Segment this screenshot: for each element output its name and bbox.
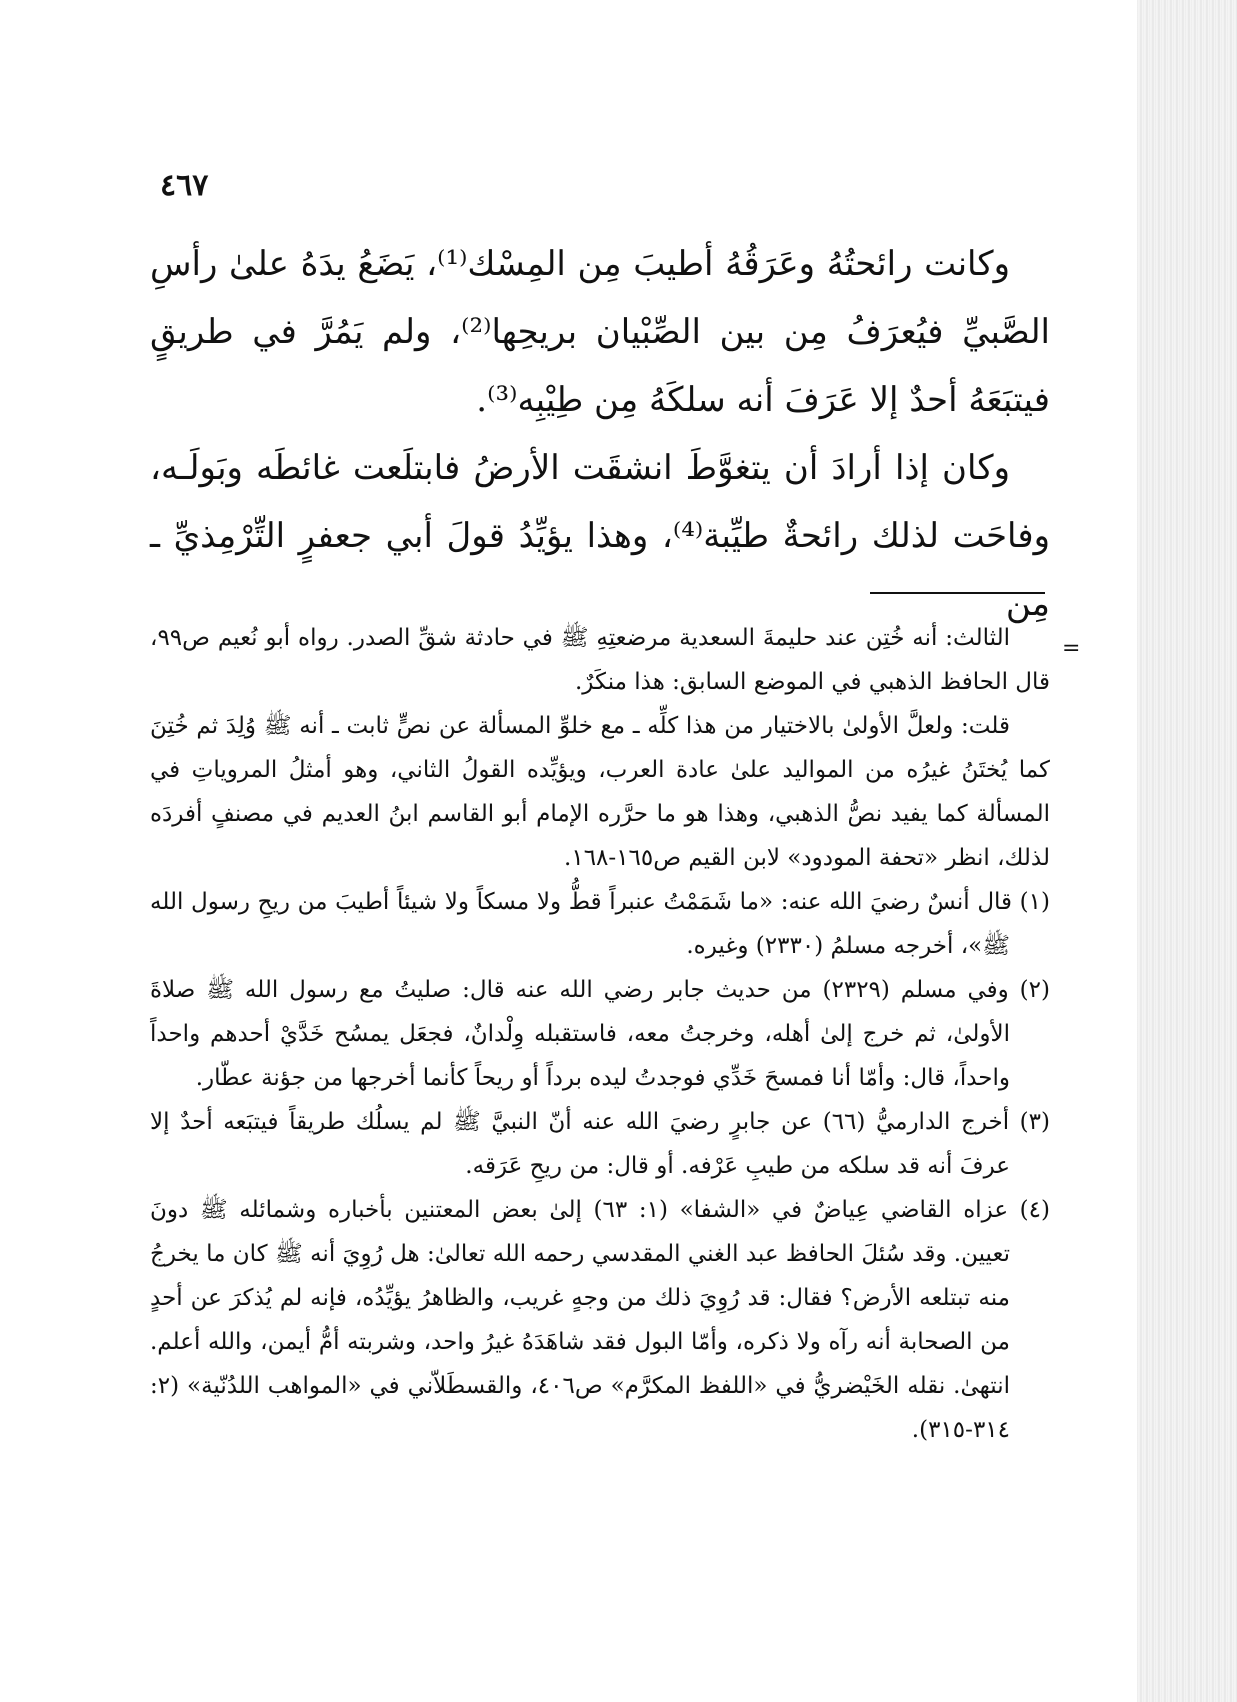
main-text	[150, 230, 1050, 638]
footnote-continued-mark: =	[1062, 636, 1081, 661]
footnote-separator	[870, 592, 1045, 594]
footnote-2: (٢) وفي مسلم (٢٣٢٩) من حديث جابر رضي الله عنه قال: صليتُ مع رسول الله ﷺ صلاةَ الأولىٰ، ثم خرج إلىٰ أهله، وخرجتُ معه، فاستقبله وِلْدانٌ، فجعَل يمسُح خَدَّيْ أحدهم واحداً واحداً، قال: وأمّا أنا فمسحَ خَدِّي فوجدتُ ليده برداً أو ريحاً كأنما أخرجها من جؤنة عطّار.	[150, 977, 1050, 1091]
footnotes	[150, 616, 1050, 1452]
footnote-4: (٤) عزاه القاضي عِياضٌ في «الشفا» (١: ٦٣) إلىٰ بعض المعتنين بأخباره وشمائله ﷺ دونَ تعيين. وقد سُئلَ الحافظ عبد الغني المقدسي رحمه الله تعالىٰ: هل رُوِيَ أنه ﷺ كان ما يخرجُ منه تبتلعه الأرض؟ فقال: قد رُوِيَ ذلك من وجهٍ غريب، والظاهرُ يؤيِّدُه، فإنه لم يُذكرَ عن أحدٍ من الصحابة أنه رآه ولا ذكره، وأمّا البول فقد شاهَدَهُ غيرُ واحد، وشربته أمُّ أيمن، والله أعلم. انتهىٰ. نقله الخَيْضريُّ في «اللفظ المكرَّم» ص٤٠٦، والقسطَلاّني في «المواهب اللدُنّية» (٢: ٣١٤-٣١٥).	[150, 1197, 1050, 1443]
scanned-page-edge	[1137, 0, 1237, 1702]
main-paragraph: وكان إذا أرادَ أن يتغوَّطَ انشقَت الأرضُ فابتلَعت غائطَه وبَولَـه، وفاحَت لذلك رائحةٌ طيِّبة⁽⁴⁾، وهذا يؤيِّدُ قولَ أبي جعفرٍ التِّرْمِذيِّ ـ مِن	[150, 448, 1050, 624]
footnote-continuation: الثالث: أنه خُتِن عند حليمةَ السعدية مرضعتِهِ ﷺ في حادثة شقِّ الصدر. رواه أبو نُعيم ص٩٩، قال الحافظ الذهبي في الموضع السابق: هذا منكَرٌ.	[150, 625, 1050, 695]
footnote-3: (٣) أخرج الدارميُّ (٦٦) عن جابرٍ رضيَ الله عنه أنّ النبيَّ ﷺ لم يسلُك طريقاً فيتبَعه أحدٌ إلا عرفَ أنه قد سلكه من طيبِ عَرْفه. أو قال: من ريحِ عَرَقه.	[150, 1109, 1050, 1179]
page-number: ٤٦٧	[160, 168, 209, 203]
footnote-1: (١) قال أنسٌ رضيَ الله عنه: «ما شَمَمْتُ عنبراً قطُّ ولا مسكاً ولا شيئاً أطيبَ من ريحِ رسول الله ﷺ»، أخرجه مسلمُ (٢٣٣٠) وغيره.	[150, 889, 1050, 959]
footnote-continuation: قلت: ولعلَّ الأولىٰ بالاختيار من هذا كلِّه ـ مع خلوِّ المسألة عن نصٍّ ثابت ـ أنه ﷺ وُلِدَ ثم خُتِنَ كما يُختَنُ غيرُه من المواليد علىٰ عادة العرب، ويؤيِّده القولُ الثاني، وهو أمثلُ المروياتِ في المسألة كما يفيد نصُّ الذهبي، وهذا هو ما حرَّره الإمام أبو القاسم ابنُ العديم في مصنفٍ أفردَه لذلك، انظر «تحفة المودود» لابن القيم ص١٦٥-١٦٨.	[150, 713, 1050, 871]
main-paragraph: وكانت رائحتُهُ وعَرَقُهُ أطيبَ مِن المِسْك⁽¹⁾، يَضَعُ يدَهُ علىٰ رأسِ الصَّبيِّ فيُعرَفُ مِن بين الصِّبْيان بريحِها⁽²⁾، ولم يَمُرَّ في طريقٍ فيتبَعَهُ أحدٌ إلا عَرَفَ أنه سلكَهُ مِن طِيْبِه⁽³⁾.	[150, 244, 1051, 420]
